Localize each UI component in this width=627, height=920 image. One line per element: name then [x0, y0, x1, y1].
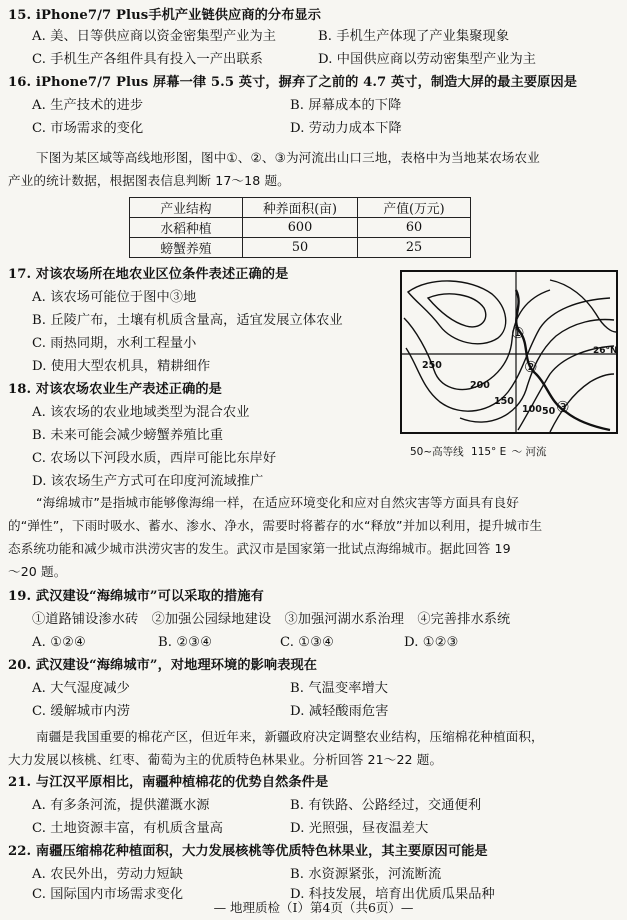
q21-option-b[interactable]: B. 有铁路、公路经过，交通便利 — [290, 798, 482, 813]
q19-items: ①道路铺设渗水砖 ②加强公园绿地建设 ③加强河湖水系治理 ④完善排水系统 — [32, 612, 511, 627]
q21-option-c[interactable]: C. 土地资源丰富，有机质含量高 — [32, 821, 224, 836]
table-row — [130, 238, 471, 258]
q19-option-c[interactable]: C. ①③④ — [280, 635, 335, 650]
table-row — [130, 218, 471, 238]
q22-stem: 22. 南疆压缩棉花种植面积，大力发展核桃等优质特色林果业，其主要原因可能是 — [8, 844, 488, 859]
latitude-label: 26°N — [593, 346, 618, 356]
q20-stem: 20. 武汉建设“海绵城市”，对地理环境的影响表现在 — [8, 658, 318, 673]
contour-label-50: 50 — [542, 406, 556, 417]
q17-option-a[interactable]: A. 该农场可能位于图中③地 — [32, 290, 197, 305]
q18-option-b[interactable]: B. 未来可能会减少螃蟹养殖比重 — [32, 428, 224, 443]
q15-stem: 15. iPhone7/7 Plus手机产业链供应商的分布显示 — [8, 8, 322, 23]
intro-17-18-line2: 产业的统计数据，根据图表信息判断 17～18 题。 — [8, 173, 290, 188]
page-footer: — 地理质检（Ⅰ）第4页（共6页）— — [213, 900, 414, 915]
intro-19-20-line3: 态系统功能和减少城市洪涝灾害的发生。武汉市是国家第一批试点海绵城市。据此回答 19 — [8, 541, 511, 556]
point-1-label: ① — [511, 324, 525, 342]
contour-lines — [404, 280, 616, 432]
table-cell: 螃蟹养殖 — [130, 238, 243, 258]
table-cell: 水稻种植 — [130, 218, 243, 238]
contour-line — [408, 281, 506, 344]
q16-option-c[interactable]: C. 市场需求的变化 — [32, 121, 144, 136]
q20-option-c[interactable]: C. 缓解城市内涝 — [32, 704, 131, 719]
contour-label-200: 200 — [470, 380, 490, 391]
q22-option-a[interactable]: A. 农民外出，劳动力短缺 — [32, 867, 184, 882]
contour-legend: 50~高等线 — [410, 446, 464, 458]
q15-option-d[interactable]: D. 中国供应商以劳动密集型产业为主 — [318, 52, 537, 67]
q20-option-b[interactable]: B. 气温变率增大 — [290, 681, 389, 696]
q15-option-a[interactable]: A. 美、日等供应商以资金密集型产业为主 — [32, 29, 277, 44]
q21-option-a[interactable]: A. 有多条河流，提供灌溉水源 — [32, 798, 210, 813]
q16-stem: 16. iPhone7/7 Plus 屏幕一律 5.5 英寸，摒弃了之前的 4.7 英寸，制造大屏的最主要原因是 — [8, 75, 578, 90]
q21-option-d[interactable]: D. 光照强，昼夜温差大 — [290, 821, 429, 836]
q15-option-b[interactable]: B. 手机生产体现了产业集聚现象 — [318, 29, 510, 44]
point-2-label: ② — [524, 358, 538, 376]
contour-label-250: 250 — [422, 360, 442, 371]
table-cell: 25 — [358, 238, 471, 258]
table-cell: 60 — [358, 218, 471, 238]
intro-21-22-line1: 南疆是我国重要的棉花产区，但近年来，新疆政府决定调整农业结构，压缩棉花种植面积， — [36, 729, 544, 744]
q16-option-b[interactable]: B. 屏幕成本的下降 — [290, 98, 402, 113]
intro-21-22-line2: 大力发展以核桃、红枣、葡萄为主的优质特色林果业。分析回答 21～22 题。 — [8, 752, 443, 767]
intro-17-18-line1: 下图为某区域等高线地形图，图中①、②、③为河流出山口三地，表格中为当地某农场农业 — [36, 150, 540, 165]
map-legend — [410, 444, 546, 459]
q18-option-d[interactable]: D. 该农场生产方式可在印度河流域推广 — [32, 474, 264, 489]
q18-option-a[interactable]: A. 该农场的农业地域类型为混合农业 — [32, 405, 250, 420]
q17-option-d[interactable]: D. 使用大型农机具，精耕细作 — [32, 359, 211, 374]
q17-stem: 17. 对该农场所在地农业区位条件表述正确的是 — [8, 267, 289, 282]
longitude-label: 115° E — [471, 446, 507, 458]
q17-option-c[interactable]: C. 雨热同期，水利工程量小 — [32, 336, 197, 351]
farm-data-table — [129, 197, 471, 258]
q19-stem: 19. 武汉建设“海绵城市”可以采取的措施有 — [8, 589, 264, 604]
intro-19-20-line1: “海绵城市”是指城市能够像海绵一样，在适应环境变化和应对自然灾害等方面具有良好 — [36, 495, 519, 510]
table-cell: 50 — [243, 238, 358, 258]
river-legend-icon: 〜 — [511, 446, 523, 458]
table-cell: 600 — [243, 218, 358, 238]
q16-option-d[interactable]: D. 劳动力成本下降 — [290, 121, 402, 136]
contour-map — [400, 270, 618, 445]
q19-option-a[interactable]: A. ①②④ — [32, 635, 86, 650]
q16-option-a[interactable]: A. 生产技术的进步 — [32, 98, 144, 113]
q19-option-d[interactable]: D. ①②③ — [404, 635, 459, 650]
point-3-label: ③ — [556, 398, 570, 416]
river-legend: 河流 — [525, 446, 547, 458]
q17-option-b[interactable]: B. 丘陵广布，土壤有机质含量高，适宜发展立体农业 — [32, 313, 343, 328]
q18-option-c[interactable]: C. 农场以下河段水质，西岸可能比东岸好 — [32, 451, 277, 466]
q18-stem: 18. 对该农场农业生产表述正确的是 — [8, 382, 222, 397]
contour-label-100: 100 — [522, 404, 542, 415]
intro-19-20-line4: ～20 题。 — [8, 564, 67, 579]
q22-option-c[interactable]: C. 国际国内市场需求变化 — [32, 887, 184, 902]
table-header: 产值(万元) — [358, 198, 471, 218]
q20-option-d[interactable]: D. 减轻酸雨危害 — [290, 704, 389, 719]
intro-19-20-line2: 的“弹性”，下雨时吸水、蓄水、渗水、净水，需要时将蓄存的水“释放”并加以利用，提升城市生 — [8, 518, 543, 533]
contour-line — [550, 280, 616, 332]
q19-option-b[interactable]: B. ②③④ — [158, 635, 213, 650]
q15-option-c[interactable]: C. 手机生产各组件具有投入一产出联系 — [32, 52, 263, 67]
q22-option-b[interactable]: B. 水资源紧张，河流断流 — [290, 867, 442, 882]
table-header: 产业结构 — [130, 198, 243, 218]
q20-option-a[interactable]: A. 大气湿度减少 — [32, 681, 130, 696]
contour-label-150: 150 — [494, 396, 514, 407]
q21-stem: 21. 与江汉平原相比，南疆种植棉花的优势自然条件是 — [8, 775, 329, 790]
q22-option-d[interactable]: D. 科技发展，培育出优质瓜果品种 — [290, 887, 495, 902]
table-header: 种养面积(亩) — [243, 198, 358, 218]
table-header-row — [130, 198, 471, 218]
